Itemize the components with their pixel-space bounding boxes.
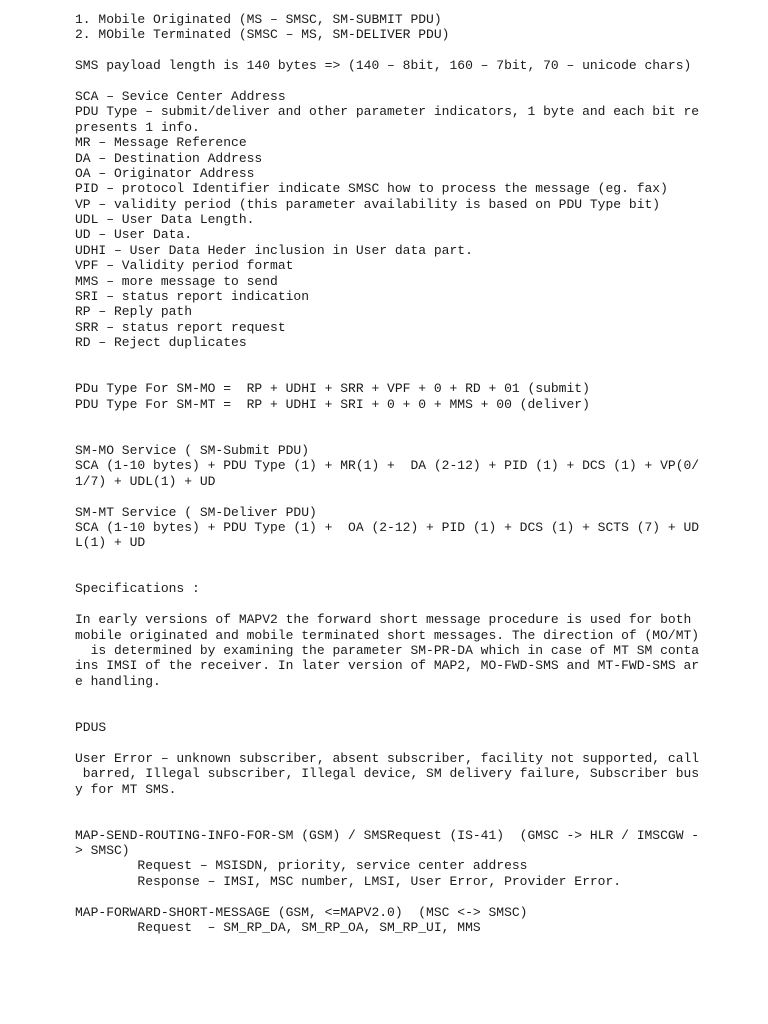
map-forward-short-message-heading: MAP-FORWARD-SHORT-MESSAGE (GSM, <=MAPV2.0) (MSC <-> SMSC) <box>75 904 528 920</box>
definition-ud: UD – User Data. <box>75 227 193 243</box>
pdu-type-sm-mo: PDu Type For SM-MO = RP + UDHI + SRR + VPF + 0 + RD + 01 (submit) <box>75 381 590 397</box>
blank-line <box>75 597 735 612</box>
blank-line <box>75 366 735 381</box>
blank-line <box>75 689 735 704</box>
blank-line <box>75 735 735 750</box>
sm-mo-service-format: SCA (1-10 bytes) + PDU Type (1) + MR(1) + DA (2-12) + PID (1) + DCS (1) + VP(0/ <box>75 458 700 474</box>
specifications-paragraph-line-1: In early versions of MAPV2 the forward short message procedure is used for both <box>75 612 692 628</box>
definition-udhi: UDHI – User Data Heder inclusion in User data part. <box>75 242 473 258</box>
definition-mr: MR – Message Reference <box>75 135 247 151</box>
sm-mt-service-format-cont: L(1) + UD <box>75 535 146 551</box>
blank-line <box>75 889 735 904</box>
specifications-paragraph-line-5: e handling. <box>75 673 161 689</box>
definition-pdu-type: PDU Type – submit/deliver and other parameter indicators, 1 byte and each bit re <box>75 104 700 120</box>
specifications-paragraph-line-2: mobile originated and mobile terminated short messages. The direction of (MO/MT) <box>75 627 700 643</box>
blank-line <box>75 566 735 581</box>
blank-line <box>75 489 735 504</box>
definition-rd: RD – Reject duplicates <box>75 335 247 351</box>
specifications-heading: Specifications : <box>75 581 200 597</box>
blank-line <box>75 412 735 427</box>
definition-vp: VP – validity period (this parameter availability is based on PDU Type bit) <box>75 196 661 212</box>
user-error-line-3: y for MT SMS. <box>75 781 177 797</box>
definition-pid: PID – protocol Identifier indicate SMSC how to process the message (eg. fax) <box>75 181 668 197</box>
map-send-routing-info-request: Request – MSISDN, priority, service center address <box>75 858 528 874</box>
definition-oa: OA – Originator Address <box>75 165 255 181</box>
user-error-line-2: barred, Illegal subscriber, Illegal device, SM delivery failure, Subscriber bus <box>75 766 700 782</box>
blank-line <box>75 43 735 58</box>
map-send-routing-info-heading-cont: > SMSC) <box>75 843 130 859</box>
blank-line <box>75 74 735 89</box>
blank-line <box>75 705 735 720</box>
blank-line <box>75 797 735 812</box>
definition-udl: UDL – User Data Length. <box>75 212 255 228</box>
sm-mt-service-format: SCA (1-10 bytes) + PDU Type (1) + OA (2-12) + PID (1) + DCS (1) + SCTS (7) + UD <box>75 519 700 535</box>
sm-mt-service-heading: SM-MT Service ( SM-Deliver PDU) <box>75 504 317 520</box>
definition-da: DA – Destination Address <box>75 150 263 166</box>
blank-line <box>75 428 735 443</box>
definition-pdu-type-cont: presents 1 info. <box>75 119 200 135</box>
blank-line <box>75 812 735 827</box>
map-forward-short-message-request: Request – SM_RP_DA, SM_RP_OA, SM_RP_UI, MMS <box>75 920 481 936</box>
specifications-paragraph-line-3: is determined by examining the parameter SM-PR-DA which in case of MT SM conta <box>75 643 700 659</box>
document-body <box>75 12 735 935</box>
definition-srr: SRR – status report request <box>75 319 286 335</box>
map-send-routing-info-heading: MAP-SEND-ROUTING-INFO-FOR-SM (GSM) / SMSRequest (IS-41) (GMSC -> HLR / IMSCGW - <box>75 827 700 843</box>
sm-mo-service-format-cont: 1/7) + UDL(1) + UD <box>75 473 216 489</box>
pdu-type-sm-mt: PDU Type For SM-MT = RP + UDHI + SRI + 0 + 0 + MMS + 00 (deliver) <box>75 396 590 412</box>
list-item-mobile-originated: 1. Mobile Originated (MS – SMSC, SM-SUBMIT PDU) <box>75 12 442 27</box>
sm-mo-service-heading: SM-MO Service ( SM-Submit PDU) <box>75 442 310 458</box>
specifications-paragraph-line-4: ins IMSI of the receiver. In later version of MAP2, MO-FWD-SMS and MT-FWD-SMS ar <box>75 658 700 674</box>
list-item-mobile-terminated: 2. MObile Terminated (SMSC – MS, SM-DELIVER PDU) <box>75 27 450 43</box>
blank-line <box>75 351 735 366</box>
user-error-line-1: User Error – unknown subscriber, absent subscriber, facility not supported, call <box>75 750 700 766</box>
definition-sca: SCA – Sevice Center Address <box>75 88 286 104</box>
map-send-routing-info-response: Response – IMSI, MSC number, LMSI, User Error, Provider Error. <box>75 873 622 889</box>
definition-sri: SRI – status report indication <box>75 289 310 305</box>
definition-vpf: VPF – Validity period format <box>75 258 294 274</box>
definition-mms: MMS – more message to send <box>75 273 278 289</box>
sms-payload-length: SMS payload length is 140 bytes => (140 – 8bit, 160 – 7bit, 70 – unicode chars) <box>75 58 692 74</box>
definition-rp: RP – Reply path <box>75 304 193 320</box>
blank-line <box>75 551 735 566</box>
pdus-heading: PDUS <box>75 719 107 735</box>
